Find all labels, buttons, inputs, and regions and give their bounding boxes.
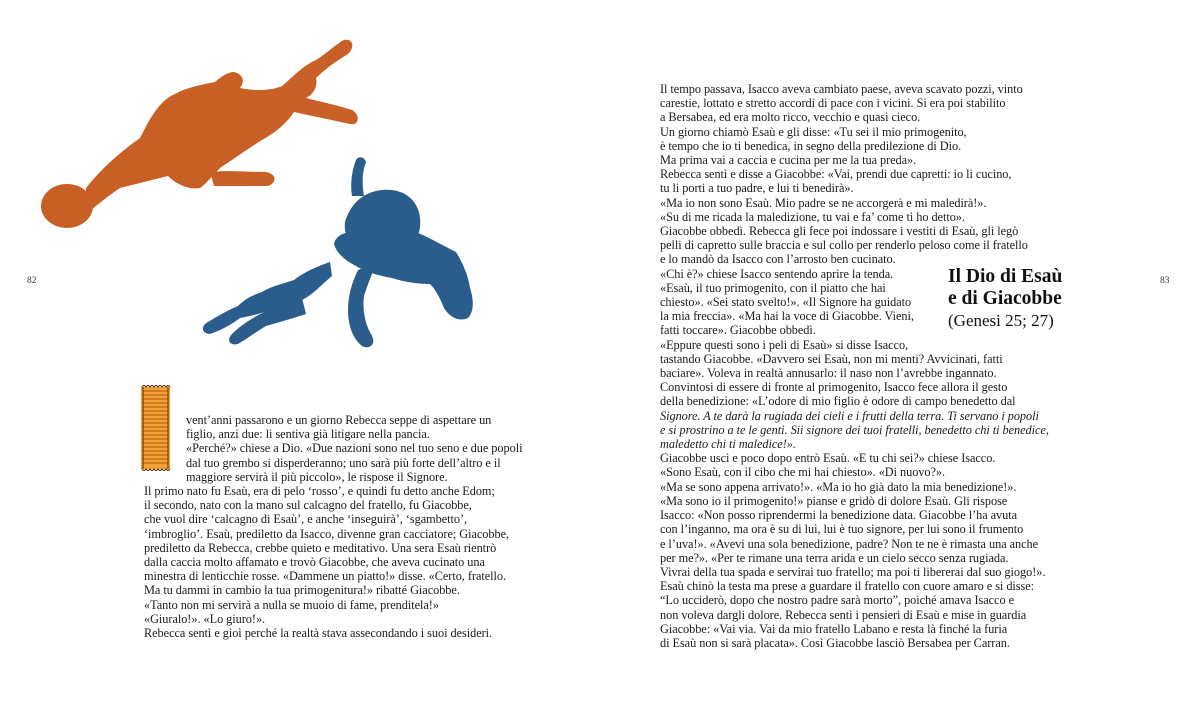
text-line: Rebecca sentì e disse a Giacobbe: «Vai, prendi due capretti: io li cucino, [660, 167, 1012, 182]
bible-reference: (Genesi 25; 27) [948, 311, 1054, 330]
text-line: e lo mandò da Isacco con l’arrosto ben cucinato. [660, 252, 896, 267]
text-line: Ma prima vai a caccia e cucina per me la tua preda». [660, 153, 917, 168]
text-line: Giacobbe uscì e poco dopo entrò Esaù. «E tu chi sei?» chiese Isacco. [660, 451, 996, 466]
text-line: «Su di me ricada la maledizione, tu vai e fa’ come ti ho detto». [660, 209, 965, 224]
text-line: chiesto». «Sei stato svelto!». «Il Signore ha guidato [660, 295, 912, 310]
text-line: «Esaù, il tuo primogenito, con il piatto che hai [660, 280, 886, 295]
text-line: fatti toccare». Giacobbe obbedì. [660, 323, 816, 338]
text-line: Esaù chinò la testa ma prese a guardare il fratello con cuore amaro e si disse: [660, 579, 1035, 594]
title-line-1: Il Dio di Esaù [948, 266, 1063, 287]
text-line: minestra di lenticchie rosse. «Dammene un piatto!» disse. «Certo, fratello. [144, 569, 506, 584]
text-line-italic: maledetto chi ti maledice!». [660, 437, 796, 452]
text-line: vent’anni passarono e un giorno Rebecca seppe di aspettare un [186, 413, 492, 427]
text-line: tu li porti a tuo padre, e lui ti benedirà». [660, 181, 854, 196]
orange-figure [41, 40, 358, 228]
text-line: è tempo che io ti benedica, in segno della predilezione di Dio. [660, 138, 962, 153]
text-line: Il primo nato fu Esaù, era di pelo ‘rosso’, e quindi fu detto anche Edom; [144, 484, 495, 499]
text-line: ‘imbroglio’. Esaù, prediletto da Isacco, divenne gran cacciatore; Giacobbe, [144, 526, 510, 541]
text-line: dalla caccia molto affamato e trovò Giacobbe, che aveva cucinato una [144, 555, 485, 570]
text-line: figlio, anzi due: li sentiva già litigare nella pancia. [186, 427, 430, 442]
text-line: «Ma io non sono Esaù. Mio padre se ne accorgerà e mi maledirà!». [660, 195, 987, 210]
page-number-right: 83 [1160, 276, 1170, 286]
text-line: «Perché?» chiese a Dio. «Due nazioni sono nel tuo seno e due popoli [186, 441, 523, 456]
text-line: «Tanto non mi servirà a nulla se muoio di fame, prenditela!» [144, 597, 439, 612]
text-line: Ma tu dammi in cambio la tua primogenitura!» ribatté Giacobbe. [144, 583, 460, 598]
text-line: Convintosi di essere di fronte al primogenito, Isacco fece allora il gesto [660, 380, 1008, 395]
text-line: per me?». «Per te rimane una terra arida e un cielo secco senza rugiada. [660, 550, 1009, 565]
text-line: baciare». Voleva in realtà annusarlo: il naso non l’avrebbe ingannato. [660, 366, 997, 381]
text-line: Un giorno chiamò Esaù e gli disse: «Tu sei il mio primogenito, [660, 124, 967, 139]
text-line: prediletto da Rebecca, crebbe quieto e meditativo. Una sera Esaù rientrò [144, 540, 497, 555]
text-line: con l’inganno, ma ora è su di lui, lui è tuo signore, per lui sono il frumento [660, 522, 1024, 537]
text-line: tastando Giacobbe. «Davvero sei Esaù, non mi menti? Avvicinati, fatti [660, 351, 1003, 366]
text-line: Rebecca sentì e gioì perché la realtà stava assecondando i suoi desideri. [144, 626, 493, 641]
text-line: “Lo ucciderò, dopo che nostro padre sarà morto”, poiché amava Isacco e [660, 593, 1014, 608]
text-line: Giacobbe: «Vai via. Vai da mio fratello Labano e resta là finché la furia [660, 621, 1008, 636]
text-line: Giacobbe obbedì. Rebecca gli fece poi indossare i vestiti di Esaù, gli legò [660, 224, 1019, 239]
right-body-text [660, 82, 1070, 650]
text-line: della benedizione: «L’odore di mio figlio è odore di campo benedetto dal [660, 394, 1016, 409]
text-line: a Bersabea, ed era molto ricco, vecchio e quasi cieco. [660, 110, 921, 125]
text-line: il secondo, nato con la mano sul calcagno del fratello, fu Giacobbe, [144, 498, 472, 513]
text-line: dal tuo grembo si disperderanno; uno sarà più forte dell’altro e il [186, 455, 501, 470]
text-line: la mia freccia». «Ma hai la voce di Giacobbe. Vieni, [660, 309, 914, 324]
text-line: Isacco: «Non posso riprendermi la benedizione data. Giacobbe l’ha avuta [660, 508, 1018, 523]
text-line: maggiore servirà il più piccolo», le rispose il Signore. [186, 469, 448, 484]
left-body-text [144, 413, 529, 640]
text-line: pelli di capretto sulle braccia e sul collo per renderlo peloso come il fratello [660, 238, 1028, 253]
chapter-title [948, 266, 1148, 331]
text-line: Il tempo passava, Isacco aveva cambiato paese, aveva scavato pozzi, vinto [660, 82, 1023, 96]
title-line-2: e di Giacobbe [948, 288, 1062, 309]
text-line: che vuol dire ‘calcagno di Esaù’, e anche ‘inseguirà’, ‘sgambetto’, [144, 512, 468, 527]
text-line: «Sono Esaù, con il cibo che mi hai chiesto». «Di nuovo?». [660, 465, 946, 480]
text-line: «Chi è?» chiese Isacco sentendo aprire la tenda. [660, 266, 894, 281]
text-line-italic: e si prostrino a te le genti. Sii signore dei tuoi fratelli, benedetto chi ti benedice, [660, 422, 1049, 437]
text-line: carestie, lottato e stretto accordi di pace con i vicini. Si era poi stabilito [660, 96, 1006, 111]
text-line: non voleva dargli dolore. Rebecca sentì i pensieri di Esaù e mise in guardia [660, 607, 1027, 622]
text-line: «Ma se sono appena arrivato!». «Ma io ho già dato la mia benedizione!». [660, 479, 1017, 494]
text-line: «Giuralo!». «Lo giuro!». [144, 611, 266, 626]
text-line: «Ma sono io il primogenito!» pianse e gridò di dolore Esaù. Gli rispose [660, 493, 1008, 508]
text-line-italic: Signore. A te darà la rugiada dei cieli e i frutti della terra. Ti servano i popoli [660, 408, 1039, 423]
text-line: Vivrai della tua spada e servirai tuo fratello; ma poi ti libererai dal suo giogo!». [660, 564, 1046, 579]
page-number-left: 82 [27, 276, 37, 286]
text-line: di Esaù non si sarà placata». Così Giacobbe lasciò Bersabea per Carran. [660, 635, 1010, 650]
text-line: «Eppure questi sono i peli di Esaù» si disse Isacco, [660, 337, 909, 352]
text-line: e l’uva!». «Avevi una sola benedizione, padre? Non te ne è rimasta una anche [660, 536, 1039, 551]
